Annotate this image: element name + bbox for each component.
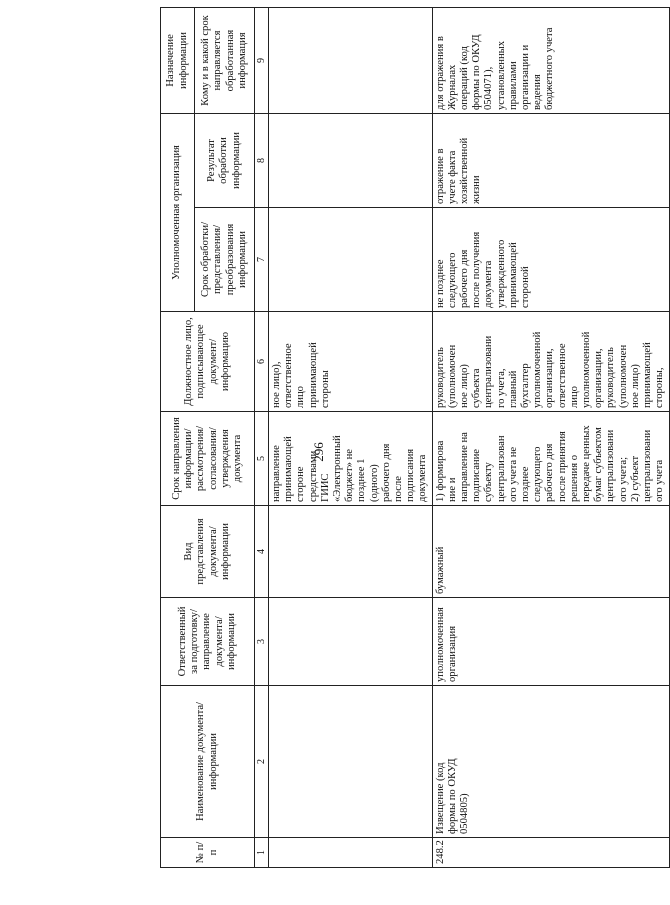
header-processing-deadline: Срок обработки/ представления/ преобразования информации (195, 208, 255, 312)
column-number-row (255, 8, 269, 868)
header-presentation-type: Вид представления документа/ информации (161, 506, 255, 598)
cell-presentation-type: бумажный (432, 506, 669, 598)
rotated-page (160, 8, 666, 868)
header-processing-result: Результат обработки информации (195, 114, 255, 208)
cell-processing-result: отражение в учете факта хозяйственной жизни (432, 114, 669, 208)
cell-signatory: ное лицо), ответственное лицо принимающей стороны (269, 312, 433, 412)
column-number: 9 (255, 8, 269, 114)
page-number: 296 (311, 442, 326, 462)
cell-document-name: Извещение (код формы по ОКУД 0504805) (432, 686, 669, 838)
header-signatory: Должностное лицо, подписывающее документ/ информацию (161, 312, 255, 412)
column-number: 8 (255, 114, 269, 208)
cell-deadline: 1) формирова ние и направление на подписание субъекту централизован ого учета не позднее следующего рабочего дня после принятия решения о передаче ценных бумаг субъектом централизовани ого учета; 2) субъект централизовани ого учета (432, 412, 669, 506)
column-number: 4 (255, 506, 269, 598)
header-purpose: Назначение информации (161, 8, 195, 114)
column-number: 2 (255, 686, 269, 838)
cell-responsible: уполномоченная организация (432, 598, 669, 686)
table-row-248-2 (432, 8, 669, 868)
header-responsible: Ответственный за подготовку/ направление документа/ информации (161, 598, 255, 686)
cell-deadline: направление принимающей стороне средствами ГИИС «Электронный бюджет» не позднее 1 (одного) рабочего дня после подписания документа (269, 412, 433, 506)
cell-recipient: для отражения в Журналах операций (код формы по ОКУД 0504071), установленных правилами организации и ведения бюджетного учета (432, 8, 669, 114)
header-deadline: Срок направления информации/ рассмотрения/ согласования/ утверждения документа (161, 412, 255, 506)
cell-number: 248.2 (432, 838, 669, 868)
header-number: № п/п (161, 838, 255, 868)
column-number: 6 (255, 312, 269, 412)
header-row-1 (161, 8, 195, 868)
document-table (160, 7, 670, 868)
column-number: 5 (255, 412, 269, 506)
cell-processing-deadline: не позднее следующего рабочего дня после получения документа утвержденного принимающей стороной (432, 208, 669, 312)
header-recipient: Кому и в какой срок направляется обработанная информация (195, 8, 255, 114)
cell-signatory: руководитель (уполномочен ное лицо) субъекта централизовани го учета, главный бухгалтер уполномоченной организации, ответственное лицо уполномоченной организации, руководитель (уполномочен ное лицо) принимающей стороны, (432, 312, 669, 412)
table-row-continuation (269, 8, 433, 868)
column-number: 3 (255, 598, 269, 686)
header-document-name: Наименование документа/ информации (161, 686, 255, 838)
column-number: 7 (255, 208, 269, 312)
column-number: 1 (255, 838, 269, 868)
header-group-organization: Уполномоченная организация (161, 114, 195, 312)
